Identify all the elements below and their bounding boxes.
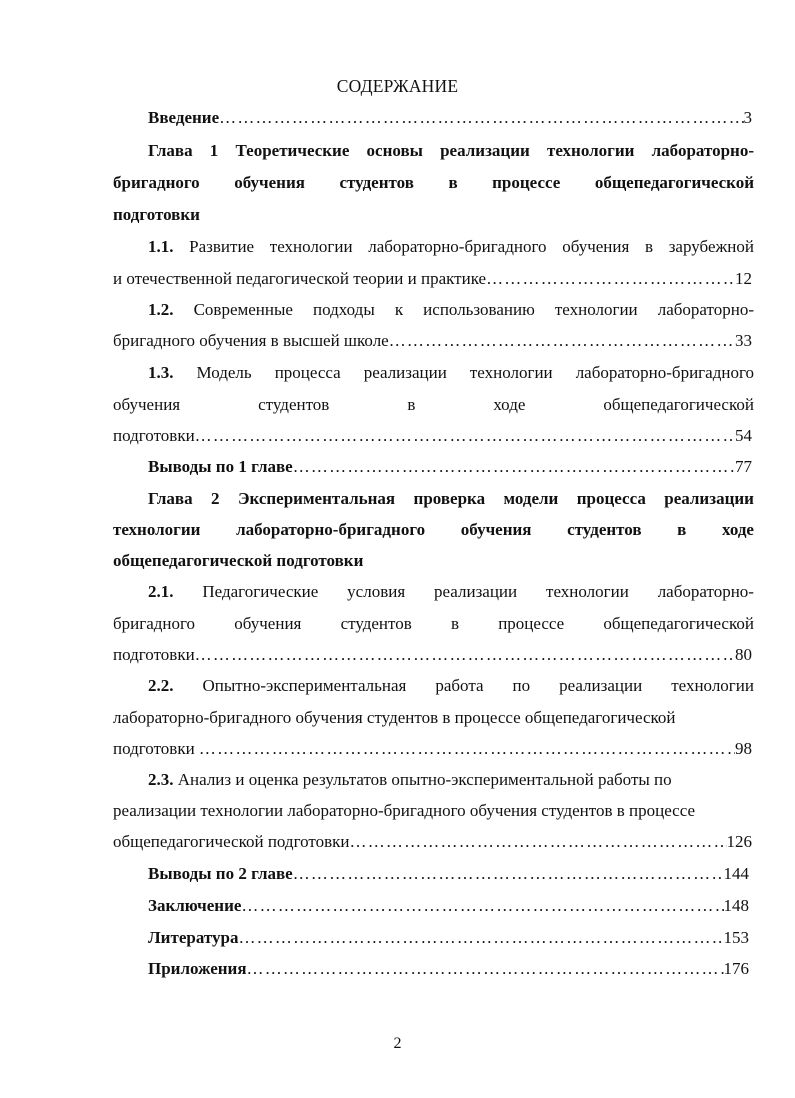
toc-page-number: 98 [735, 739, 752, 758]
toc-entry-text: подготовки [113, 426, 195, 445]
heading-word: технологии [546, 141, 635, 160]
chapter-2-heading-line-1[interactable] [148, 487, 754, 511]
toc-page-number: 12 [735, 269, 752, 288]
leader-dots [199, 737, 735, 761]
word: реализации [363, 363, 447, 382]
heading-word: обучения [460, 520, 532, 539]
toc-page-number: 126 [726, 832, 752, 851]
leader-dots [389, 329, 735, 353]
leader-dots [247, 957, 724, 981]
page-title: СОДЕРЖАНИЕ [336, 76, 459, 96]
toc-entry-intro[interactable] [148, 106, 752, 130]
heading-word: Глава [148, 489, 193, 508]
leader-dots [195, 424, 735, 448]
heading-word: Теоретические [235, 141, 350, 160]
heading-word: студентов [339, 173, 414, 192]
leader-dots [293, 455, 735, 479]
toc-entry-text: и отечественной педагогической теории и практике [113, 269, 487, 288]
leader-dots [195, 643, 735, 667]
toc-entry-text: Анализ и оценка результатов опытно-экспериментальной работы по [177, 770, 672, 789]
word: технологии [269, 237, 353, 256]
toc-entry-2-3-line-2[interactable] [113, 799, 695, 823]
word: технологии [469, 363, 553, 382]
heading-word: студентов [567, 520, 642, 539]
chapter-1-heading-line-2[interactable] [113, 171, 754, 195]
toc-page-number: 153 [723, 928, 749, 947]
toc-entry-text: лабораторно-бригадного обучения студентов в процессе общепедагогической [113, 708, 676, 727]
leader-dots [219, 106, 743, 130]
word: лабораторно- [657, 582, 754, 601]
section-number: 1.1. [148, 237, 174, 256]
word: использованию [423, 300, 535, 319]
toc-entry-conclusion[interactable] [148, 894, 749, 918]
toc-entry-1-1-line-1[interactable] [148, 235, 754, 259]
toc-entry-literature[interactable] [148, 926, 749, 950]
toc-page-number: 144 [723, 864, 749, 883]
section-number: 1.2. [148, 300, 174, 319]
heading-word: лабораторно- [651, 141, 754, 160]
word: лабораторно-бригадного [368, 237, 547, 256]
word: обучения [113, 395, 181, 414]
word: технологии [671, 676, 754, 695]
heading-word: основы [366, 141, 423, 160]
word: технологии [554, 300, 638, 319]
toc-entry-label: Выводы по 1 главе [148, 457, 293, 476]
heading-word: проверка [413, 489, 486, 508]
word: студентов [258, 395, 330, 414]
heading-word: процессе [492, 173, 561, 192]
word: студентов [340, 614, 412, 633]
heading-word: обучения [234, 173, 305, 192]
word: в [450, 614, 459, 633]
toc-entry-label: Заключение [148, 896, 242, 915]
toc-page-number: 33 [735, 331, 752, 350]
toc-page-number: 176 [723, 959, 749, 978]
word: Модель [196, 363, 252, 382]
section-number: 1.3. [148, 363, 174, 382]
word: по [512, 676, 531, 695]
word: технологии [546, 582, 629, 601]
toc-page-number: 77 [735, 457, 752, 476]
section-number: 2.1. [148, 582, 174, 601]
toc-entry-text: общепедагогической подготовки [113, 832, 350, 851]
toc-page-number: 54 [735, 426, 752, 445]
word: работа [435, 676, 484, 695]
heading-word: лабораторно-бригадного [236, 520, 426, 539]
word: обучения [234, 614, 302, 633]
toc-entry-text: бригадного обучения в высшей школе [113, 331, 389, 350]
toc-entry-1-1-line-2[interactable] [113, 267, 752, 291]
toc-entry-1-2-line-1[interactable] [148, 298, 754, 322]
toc-entry-2-2-line-1[interactable] [148, 674, 754, 698]
toc-entry-text: реализации технологии лабораторно-бригадного обучения студентов в процессе [113, 801, 696, 820]
toc-entry-1-2-line-2[interactable] [113, 329, 752, 353]
heading-word: общепедагогической [594, 173, 754, 192]
toc-entry-2-3-line-1[interactable] [148, 768, 672, 792]
toc-entry-conclusions-1[interactable] [148, 455, 752, 479]
chapter-1-heading-line-3[interactable] [113, 203, 200, 227]
word: зарубежной [668, 237, 754, 256]
heading-word: модели [503, 489, 559, 508]
toc-page-number: 148 [723, 896, 749, 915]
toc-entry-2-1-line-1[interactable] [148, 580, 754, 604]
word: лабораторно- [657, 300, 754, 319]
toc-entry-2-1-line-2[interactable] [113, 612, 754, 636]
heading-word: реализации [664, 489, 754, 508]
chapter-1-heading-line-1[interactable] [148, 139, 754, 163]
toc-entry-1-3-line-2[interactable] [113, 393, 754, 417]
chapter-2-heading-line-2[interactable] [113, 518, 754, 542]
word: процессе [498, 614, 565, 633]
toc-entry-label: Выводы по 2 главе [148, 864, 293, 883]
toc-entry-conclusions-2[interactable] [148, 862, 749, 886]
chapter-2-heading-line-3[interactable] [113, 549, 363, 573]
heading-word: бригадного [113, 173, 200, 192]
word: реализации [559, 676, 643, 695]
heading-word: в [448, 173, 458, 192]
heading-word: Экспериментальная [237, 489, 396, 508]
word: Опытно-экспериментальная [202, 676, 407, 695]
heading-word: Глава [148, 141, 193, 160]
word: лабораторно-бригадного [575, 363, 754, 382]
heading-word: ходе [721, 520, 754, 539]
heading-word: 1 [209, 141, 219, 160]
word: в [645, 237, 654, 256]
section-number: 2.3. [148, 770, 174, 789]
toc-entry-2-2-line-3[interactable] [113, 737, 752, 761]
word: бригадного [113, 614, 196, 633]
word: условия [347, 582, 406, 601]
toc-entry-label: Литература [148, 928, 239, 947]
word: общепедагогической [603, 395, 754, 414]
toc-entry-2-2-line-2[interactable] [113, 706, 676, 730]
toc-entry-appendices[interactable] [148, 957, 749, 981]
section-number: 2.2. [148, 676, 174, 695]
toc-entry-1-3-line-1[interactable] [148, 361, 754, 385]
word: общепедагогической [603, 614, 754, 633]
toc-entry-2-3-line-3[interactable] [113, 830, 752, 854]
word: обучения [562, 237, 630, 256]
leader-dots [350, 830, 727, 854]
toc-page-number: 3 [743, 108, 752, 127]
toc-entry-1-3-line-3[interactable] [113, 424, 752, 448]
page-number: 2 [393, 1035, 402, 1052]
toc-entry-text: подготовки [113, 739, 199, 758]
heading-word: в [677, 520, 687, 539]
word: к [394, 300, 404, 319]
word: процесса [274, 363, 341, 382]
toc-entry-2-1-line-3[interactable] [113, 643, 752, 667]
toc-entry-label: Введение [148, 108, 220, 127]
heading-word: подготовки [113, 205, 200, 224]
word: подходы [313, 300, 375, 319]
heading-word: общепедагогической подготовки [113, 551, 364, 570]
heading-word: 2 [211, 489, 220, 508]
leader-dots [241, 894, 723, 918]
word: ходе [493, 395, 526, 414]
leader-dots [293, 862, 724, 886]
word: Развитие [189, 237, 255, 256]
leader-dots [238, 926, 723, 950]
word: реализации [434, 582, 518, 601]
word: в [407, 395, 416, 414]
toc-entry-label: Приложения [148, 959, 247, 978]
word: Современные [193, 300, 293, 319]
heading-word: реализации [440, 141, 530, 160]
heading-word: технологии [113, 520, 201, 539]
toc-entry-text: подготовки [113, 645, 195, 664]
toc-page-number: 80 [735, 645, 752, 664]
heading-word: процесса [576, 489, 646, 508]
word: Педагогические [202, 582, 319, 601]
leader-dots [486, 267, 735, 291]
